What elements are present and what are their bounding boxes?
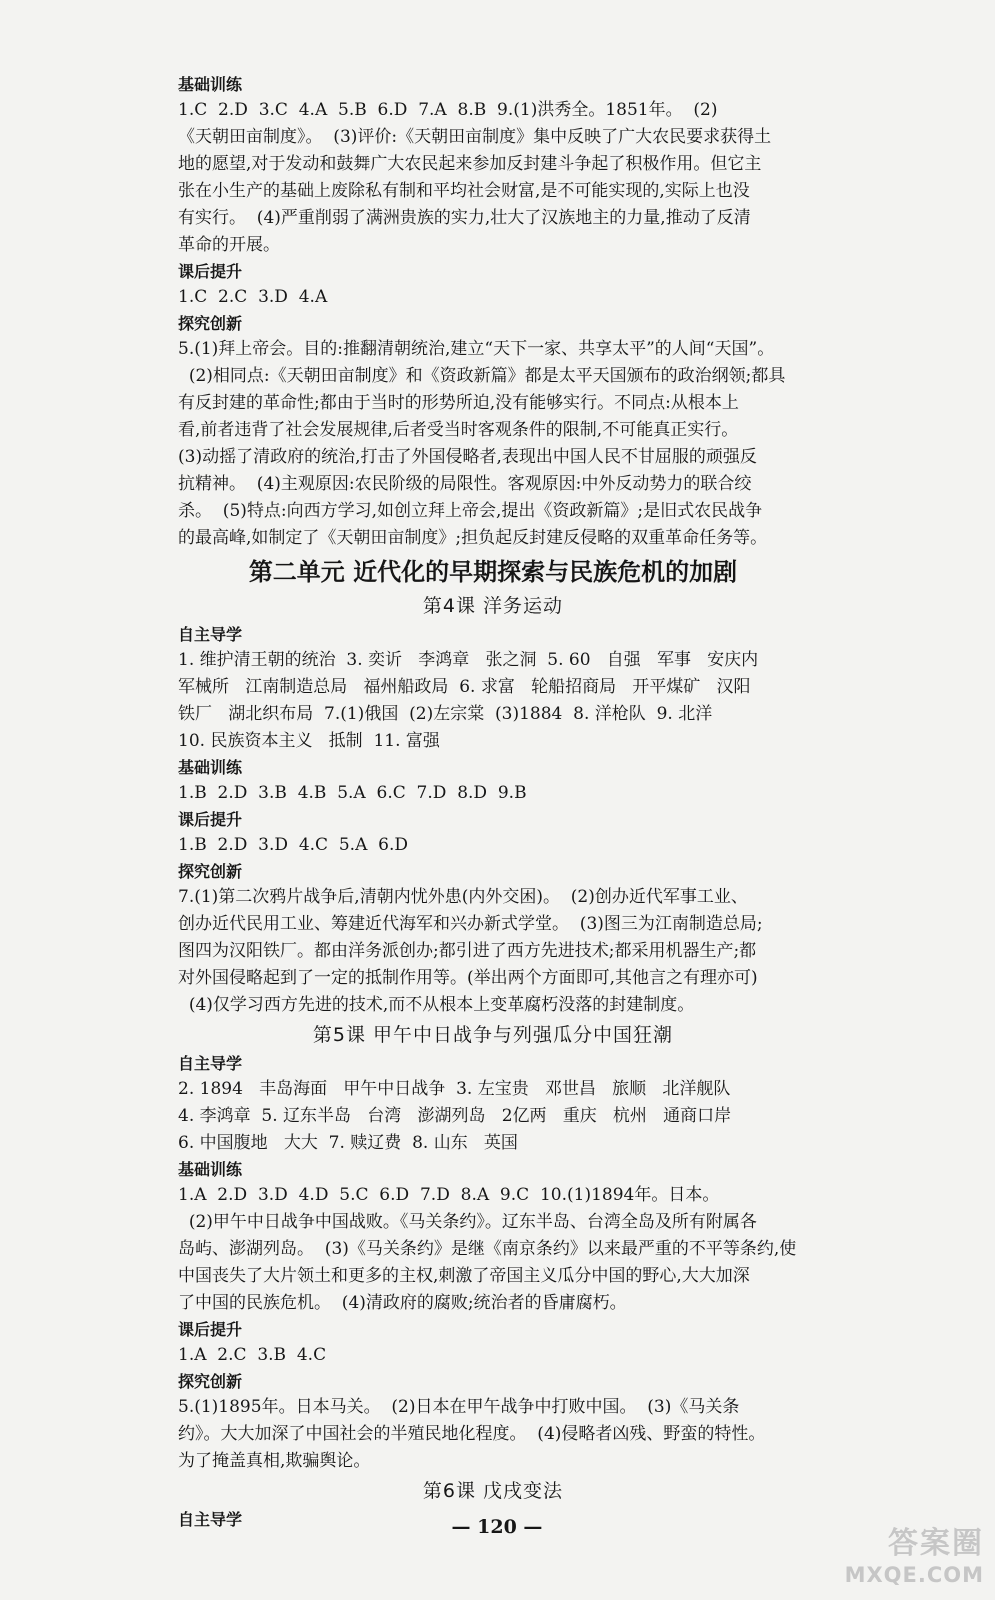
section-label-basic: 基础训练 (178, 75, 243, 94)
watermark-logo-text: 答案圈 (888, 1526, 984, 1561)
section-label-explore: 探究创新 (178, 314, 243, 333)
section-label-after-class: 课后提升 (178, 1320, 243, 1339)
unit-title: 第二单元 近代化的早期探索与民族危机的加剧 (248, 558, 738, 586)
section-label-after-class: 课后提升 (178, 810, 243, 829)
lesson3-explore-answers: 5.(1)拜上帝会。目的:推翻清朝统治,建立“天下一家、共享太平”的人间“天国”。 (2)相同点:《天朝田亩制度》和《资政新篇》都是太平天国颁布的政治纲领;都具 有反封建的革命性;都由于当时的形势所迫,没有能够实行。不同点:从根本上 看,前者违背了社会发展规律,后者受当时客观条件的限制,不可能真正实行。 (3)动摇了清政府的统治,打击了外国侵略者,表现出中国人民不甘屈服的顽强反 抗精神。 (4)主观原因:农民阶级的局限性。客观原因:中外反动势力的联合绞 杀。 (5)特点:向西方学习,如创立拜上帝会,提出《资政新篇》;是旧式农民战争 的最高峰,如制定了《天朝田亩制度》;担负起反封建反侵略的双重革命任务等。 (178, 339, 786, 548)
lesson5-after-class-answers: 1.A 2.C 3.B 4.C (178, 1345, 327, 1365)
lesson5-self-study-answers: 2. 1894 丰岛海面 甲午中日战争 3. 左宝贵 邓世昌 旅顺 北洋舰队 4. 李鸿章 5. 辽东半岛 台湾 澎湖列岛 2亿两 重庆 杭州 通商口岸 6. 中国腹地 大大 7. 赎辽费 8. 山东 英国 (178, 1079, 732, 1153)
lesson3-after-class-answers: 1.C 2.C 3.D 4.A (178, 287, 328, 307)
lesson4-basic-answers: 1.B 2.D 3.B 4.B 5.A 6.C 7.D 8.D 9.B (178, 783, 527, 803)
section-label-after-class: 课后提升 (178, 262, 243, 281)
lesson5-explore-answers: 5.(1)1895年。日本马关。 (2)日本在甲午战争中打败中国。 (3)《马关条 约》。大大加深了中国社会的半殖民地化程度。 (4)侵略者凶残、野蛮的特性。 为了掩盖真相,欺骗舆论。 (178, 1397, 766, 1471)
section-label-explore: 探究创新 (178, 862, 243, 881)
lesson5-title: 第5课 甲午中日战争与列强瓜分中国狂潮 (312, 1024, 674, 1046)
section-label-basic: 基础训练 (178, 758, 243, 777)
lesson5-basic-answers: 1.A 2.D 3.D 4.D 5.C 6.D 7.D 8.A 9.C 10.(1)1894年。日本。 (2)甲午中日战争中国战败。《马关条约》。辽东半岛、台湾全岛及所有附属各 岛屿、澎湖列岛。 (3)《马关条约》是继《南京条约》以来最严重的不平等条约,使 中国丧失了大片领土和更多的主权,刺激了帝国主义瓜分中国的野心,大大加深 了中国的民族危机。 (4)清政府的腐败;统治者的昏庸腐朽。 (178, 1185, 797, 1313)
section-label-basic: 基础训练 (178, 1160, 243, 1179)
lesson4-explore-answers: 7.(1)第二次鸦片战争后,清朝内忧外患(内外交困)。 (2)创办近代军事工业、 创办近代民用工业、筹建近代海军和兴办新式学堂。 (3)图三为江南制造总局; 图四为汉阳铁厂。都由洋务派创办;都引进了西方先进技术;都采用机器生产;都 对外国侵略起到了一定的抵制作用等。(举出两个方面即可,其他言之有理亦可) (4)仅学习西方先进的技术,而不从根本上变革腐朽没落的封建制度。 (178, 887, 763, 1015)
section-label-self-study: 自主导学 (178, 1510, 243, 1529)
section-label-explore: 探究创新 (178, 1372, 243, 1391)
section-label-self-study: 自主导学 (178, 625, 243, 644)
page-number: — 120 — (451, 1516, 543, 1538)
answer-content (178, 72, 808, 1532)
watermark-logo (802, 1526, 984, 1592)
section-label-self-study: 自主导学 (178, 1054, 243, 1073)
lesson4-title: 第4课 洋务运动 (422, 595, 564, 617)
lesson6-title: 第6课 戊戌变法 (422, 1480, 564, 1502)
watermark-url: MXQE.COM (844, 1563, 984, 1587)
lesson3-basic-answers: 1.C 2.D 3.C 4.A 5.B 6.D 7.A 8.B 9.(1)洪秀全。1851年。 (2) 《天朝田亩制度》。 (3)评价:《天朝田亩制度》集中反映了广大农民要求获得土 地的愿望,对于发动和鼓舞广大农民起来参加反封建斗争起了积极作用。但它主 张在小生产的基础上废除私有制和平均社会财富,是不可能实现的,实际上也没 有实行。 (4)严重削弱了满洲贵族的实力,壮大了汉族地主的力量,推动了反清 革命的开展。 (178, 100, 772, 255)
lesson4-after-class-answers: 1.B 2.D 3.D 4.C 5.A 6.D (178, 835, 409, 855)
lesson4-self-study-answers: 1. 维护清王朝的统治 3. 奕䜣 李鸿章 张之洞 5. 60 自强 军事 安庆内 军械所 江南制造总局 福州船政局 6. 求富 轮船招商局 开平煤矿 汉阳 铁厂 湖北织布局 7.(1)俄国 (2)左宗棠 (3)1884 8. 洋枪队 9. 北洋 10. 民族资本主义 抵制 11. 富强 (178, 650, 759, 751)
